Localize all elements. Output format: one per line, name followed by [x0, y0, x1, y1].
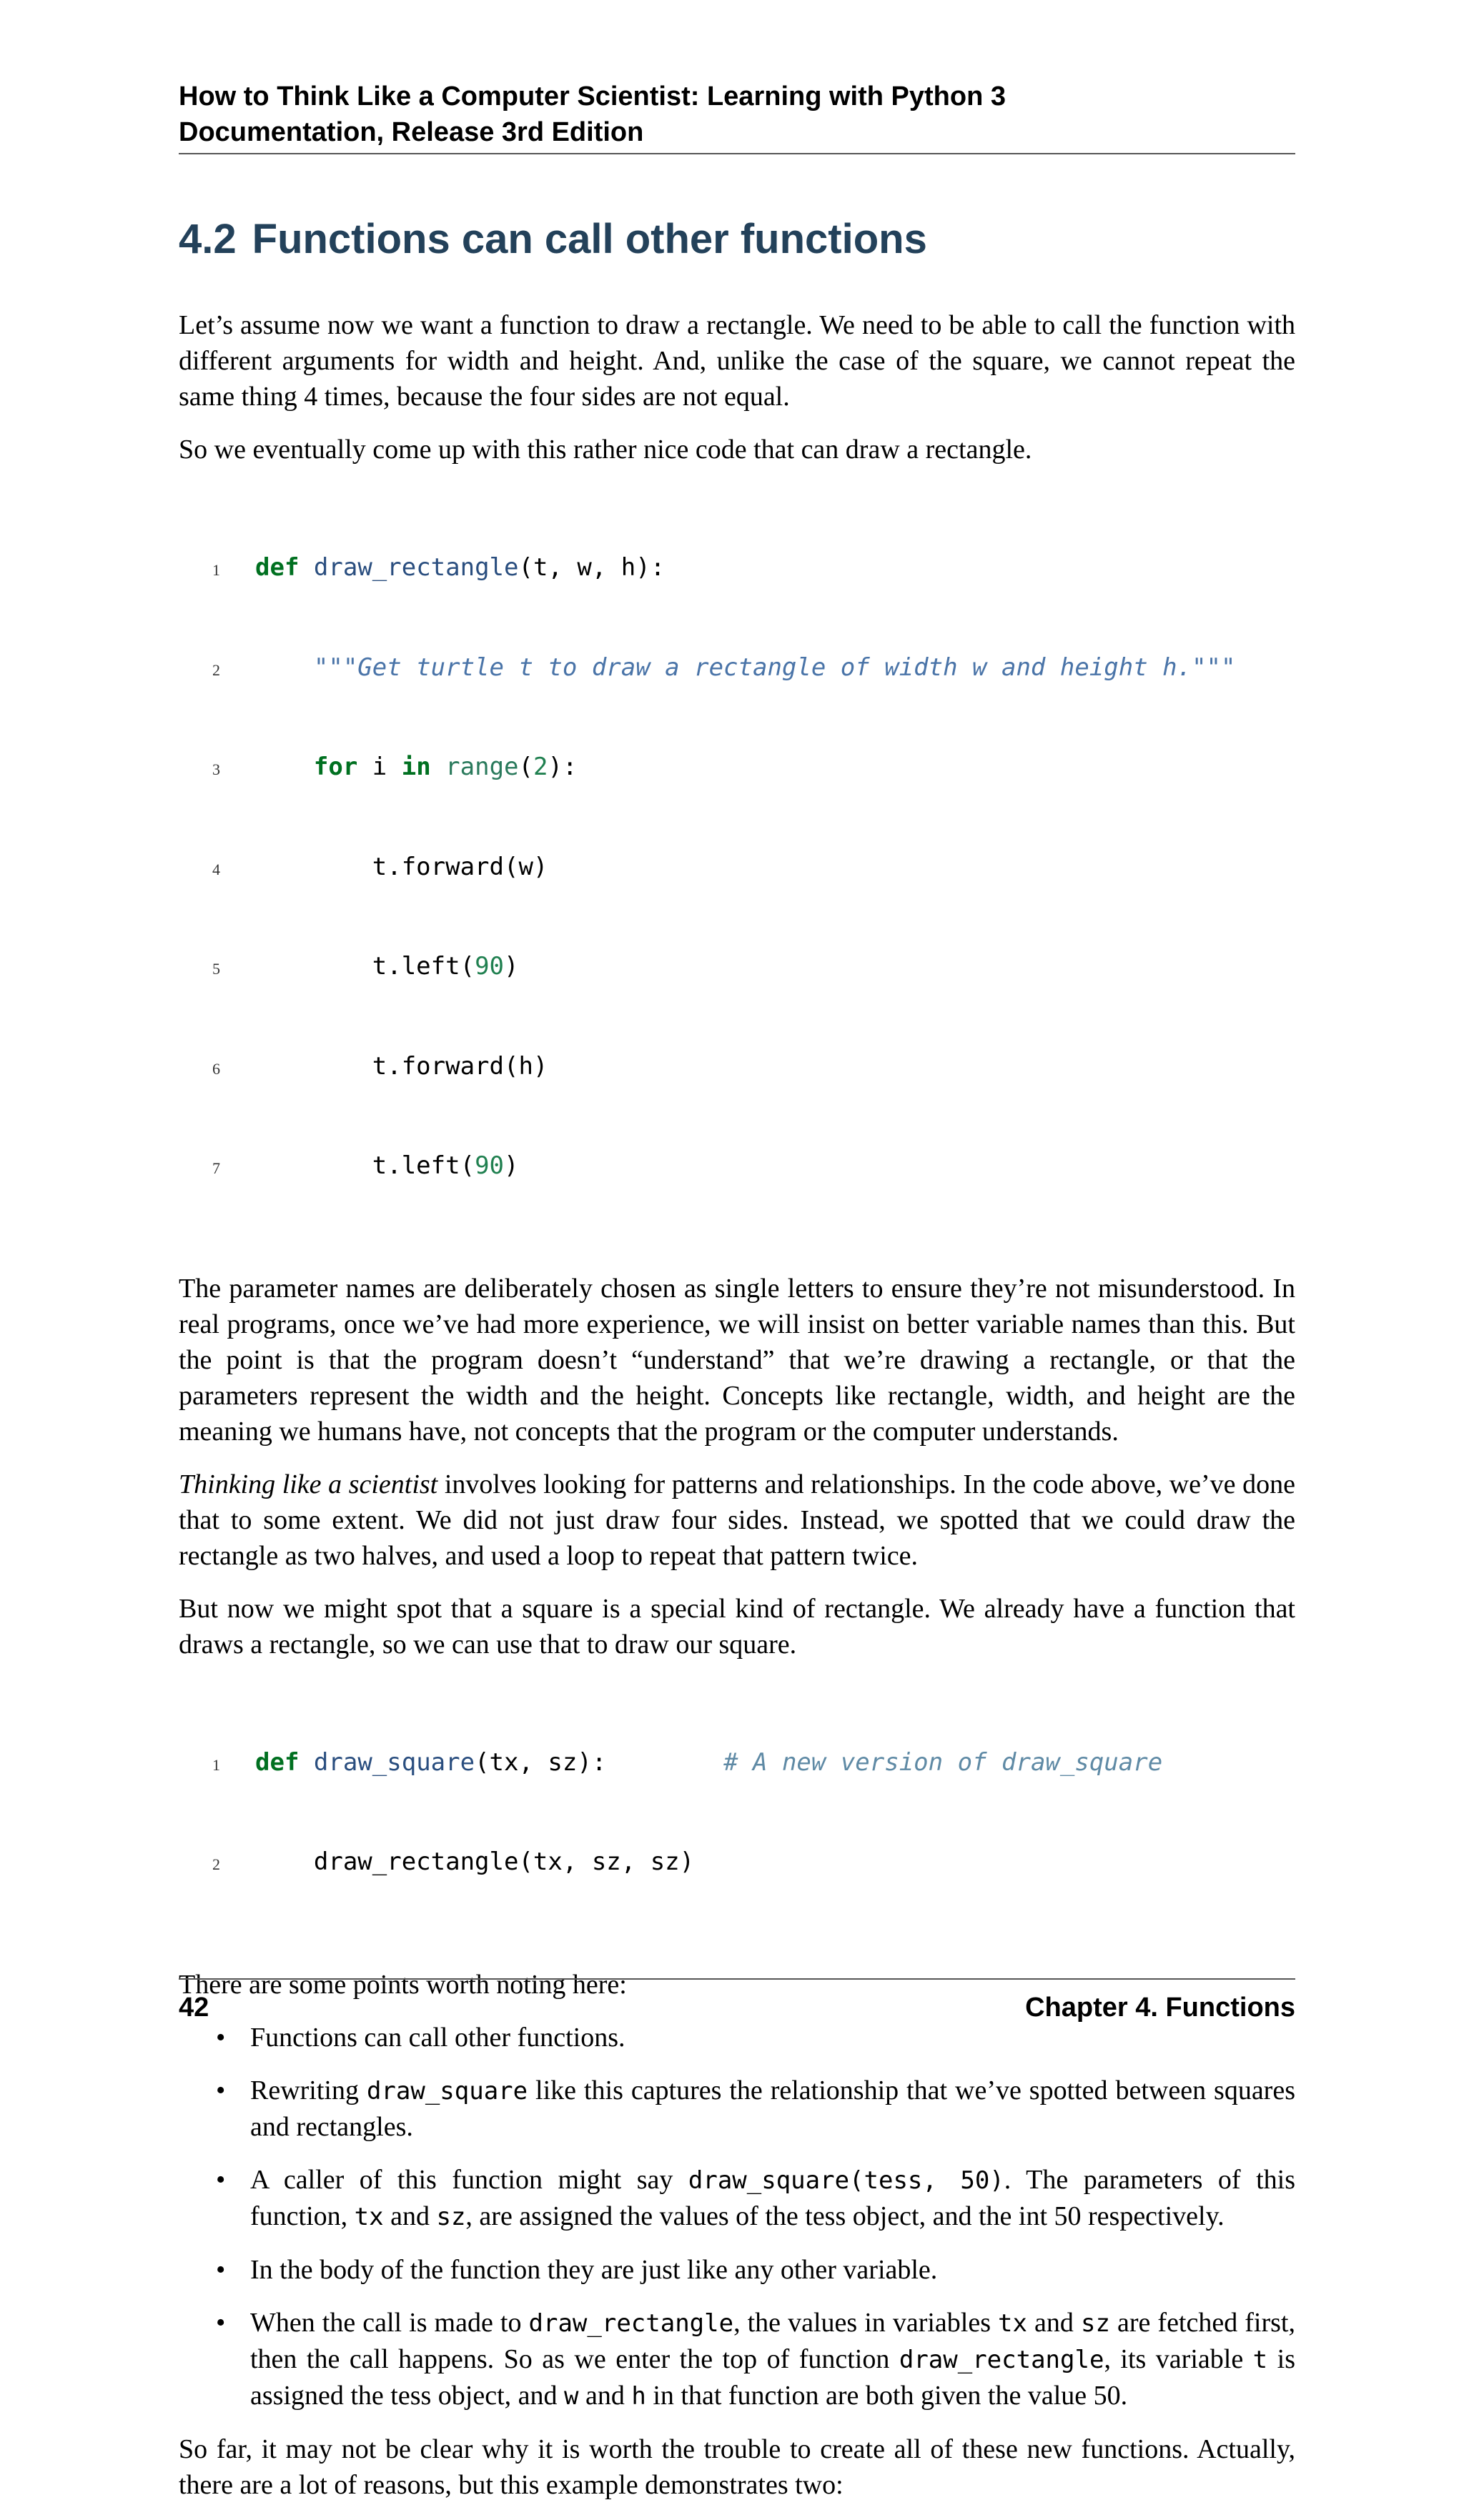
number-literal: 90 — [475, 952, 505, 981]
inline-code: tx — [354, 2202, 384, 2231]
code-line — [179, 750, 1295, 784]
code-line — [179, 1845, 1295, 1879]
line-number: 3 — [212, 760, 220, 778]
code-text: (t, w, h): — [518, 553, 666, 582]
number-literal: 90 — [475, 1151, 505, 1180]
keyword: def — [255, 1747, 300, 1777]
builtin-name: range — [445, 753, 519, 781]
list-item — [179, 2073, 1295, 2145]
list-item — [179, 2305, 1295, 2414]
line-number: 5 — [212, 960, 220, 978]
bullet-icon: • — [216, 2254, 226, 2285]
inline-code: sz — [1080, 2308, 1110, 2338]
code-text: t.left( — [372, 1151, 475, 1180]
list-item-text: Functions can call other functions. — [250, 2022, 625, 2053]
list-item-text: are fetched first, then the call happens. So as we enter the top of function — [250, 2307, 1295, 2374]
list-item — [179, 2252, 1295, 2288]
list-item-text: in that function are both given the value 50. — [646, 2380, 1128, 2411]
list-item-text: , are assigned the values of the tess object, and the int 50 respectively. — [465, 2201, 1225, 2231]
line-number: 4 — [212, 860, 220, 878]
section-number: 4.2 — [179, 216, 237, 262]
header-line-1: How to Think Like a Computer Scientist: Learning with Python 3 — [179, 81, 1006, 111]
code-text: ): — [548, 753, 578, 781]
inline-code: h — [631, 2381, 646, 2411]
section-title: Functions can call other functions — [252, 216, 927, 262]
paragraph-intro: Let’s assume now we want a function to draw a rectangle. We need to be able to call the function with different arguments for width and height. And, unlike the case of the square, we cannot repeat the same thing 4 times, because the four sides are not equal. — [179, 310, 1295, 412]
code-text: ) — [504, 952, 519, 981]
line-number: 6 — [212, 1059, 220, 1078]
list-item-text: . The parameters of this function, — [250, 2164, 1295, 2231]
line-number: 7 — [212, 1159, 220, 1177]
function-name: draw_square — [313, 1747, 475, 1777]
chapter-title: Chapter 4. Functions — [1025, 1993, 1295, 2023]
code-text: t.left( — [372, 952, 475, 981]
page-content — [179, 79, 1295, 2520]
inline-code: w — [564, 2381, 579, 2411]
bullet-icon: • — [216, 2164, 226, 2195]
inline-code: draw_rectangle — [528, 2308, 734, 2338]
paragraph-text: involves looking for patterns and relationships. In the code above, we’ve done that to some extent. We did not just draw four sides. Instead, we spotted that we could draw the rectangle as two halves, and used a loop to repeat that pattern twice. — [179, 1469, 1295, 1571]
list-item-text: is assigned the tess object, and — [250, 2343, 1295, 2411]
paragraph-square-special: But now we might spot that a square is a special kind of rectangle. We already have a function that draws a rectangle, so we can use that to draw our square. — [179, 1593, 1295, 1660]
function-name: draw_rectangle — [313, 553, 519, 582]
paragraph-closing: So far, it may not be clear why it is worth the trouble to create all of these new functions. Actually, there are a lot of reasons, but this example demonstrates two: — [179, 2434, 1295, 2500]
page-footer — [179, 1978, 1295, 2025]
number-literal: 2 — [533, 753, 548, 781]
list-item-text: , its variable — [1104, 2343, 1253, 2374]
paragraph-code-intro: So we eventually come up with this rather nice code that can draw a rectangle. — [179, 435, 1032, 465]
paragraph-points-intro: There are some points worth noting here: — [179, 1969, 627, 2000]
list-item-text: , the values in variables — [733, 2307, 999, 2338]
code-text: ) — [504, 1151, 519, 1180]
bullet-list — [179, 2020, 1295, 2414]
code-block-draw-square — [179, 1680, 1295, 1945]
code-line — [179, 1050, 1295, 1083]
inline-code: t — [1252, 2345, 1268, 2374]
emphasis-text: Thinking like a scientist — [179, 1469, 438, 1499]
line-number: 2 — [212, 1855, 220, 1873]
code-line — [179, 950, 1295, 983]
list-item — [179, 2162, 1295, 2235]
docstring: """Get turtle t to draw a rectangle of width w and height h.""" — [313, 653, 1236, 682]
code-line — [179, 850, 1295, 884]
inline-code: draw_square — [366, 2076, 528, 2105]
keyword: def — [255, 553, 300, 582]
code-line — [179, 551, 1295, 585]
bullet-icon: • — [216, 2307, 226, 2338]
inline-code: draw_rectangle — [899, 2345, 1104, 2374]
code-text: i — [357, 753, 402, 781]
list-item-text: like this captures the relationship that we’ve spotted between squares and rectangles. — [250, 2075, 1295, 2142]
paragraph-parameter-names: The parameter names are deliberately chosen as single letters to ensure they’re not misunderstood. In real programs, once we’ve had more experience, we will insist on better variable names than this. But the point is that the program doesn’t “understand” that we’re drawing a rectangle, or that the parameters represent the width and the height. Concepts like rectangle, width, and height are the meaning we humans have, not concepts that the program or the computer understands. — [179, 1273, 1295, 1447]
inline-code: sz — [436, 2202, 466, 2231]
keyword: in — [401, 753, 431, 781]
running-header — [179, 79, 1295, 154]
code-block-draw-rectangle — [179, 485, 1295, 1249]
list-item-text: and — [1027, 2307, 1081, 2338]
code-line — [179, 651, 1295, 685]
code-line — [179, 1149, 1295, 1183]
inline-code: draw_square(tess, 50) — [688, 2166, 1004, 2195]
list-item-text: A caller of this function might say — [250, 2164, 688, 2195]
section-heading — [179, 214, 1295, 264]
list-item-text: Rewriting — [250, 2075, 367, 2105]
page-number: 42 — [179, 1993, 209, 2023]
line-number: 1 — [212, 561, 220, 579]
code-text: t.forward(h) — [372, 1051, 548, 1081]
list-item-text: In the body of the function they are just like any other variable. — [250, 2254, 938, 2285]
list-item-text: When the call is made to — [250, 2307, 529, 2338]
header-line-2: Documentation, Release 3rd Edition — [179, 117, 644, 147]
code-text: ( — [518, 753, 534, 781]
code-text: t.forward(w) — [372, 852, 548, 881]
code-comment: # A new version of draw_square — [723, 1747, 1163, 1777]
list-item-text: and — [578, 2380, 632, 2411]
list-item-text: and — [383, 2201, 437, 2231]
line-number: 1 — [212, 1755, 220, 1774]
bullet-icon: • — [216, 2075, 226, 2105]
code-line — [179, 1746, 1295, 1780]
line-number: 2 — [212, 660, 220, 679]
keyword: for — [313, 753, 358, 781]
code-text: draw_rectangle(tx, sz, sz) — [313, 1847, 695, 1876]
paragraph-thinking-scientist — [179, 1467, 1295, 1574]
inline-code: tx — [998, 2308, 1027, 2338]
code-text: (tx, sz): — [475, 1747, 724, 1777]
bullet-icon: • — [216, 2022, 226, 2053]
